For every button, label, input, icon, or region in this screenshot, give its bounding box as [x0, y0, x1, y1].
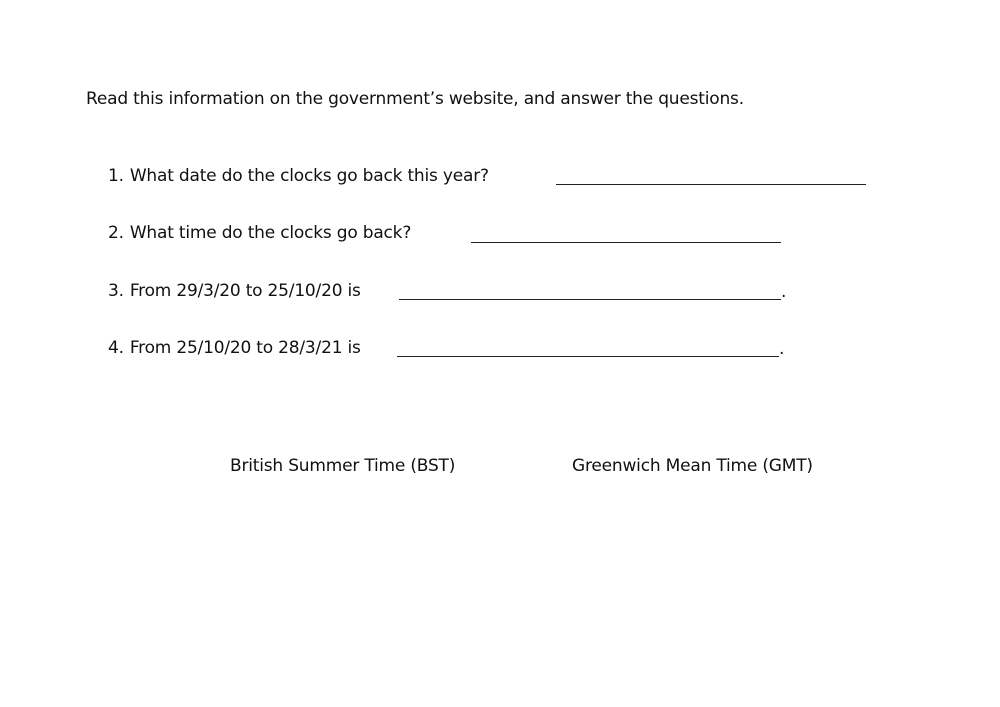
option-bst[interactable]: British Summer Time (BST): [230, 456, 456, 476]
question-3-period: .: [781, 282, 787, 302]
question-4-answer-line[interactable]: [397, 356, 779, 357]
question-1: [108, 166, 489, 186]
question-2-answer-line[interactable]: [471, 242, 781, 243]
question-1-text: What date do the clocks go back this year?: [129, 166, 489, 186]
question-3-text: From 29/3/20 to 25/10/20 is: [129, 281, 361, 301]
question-4: [108, 338, 361, 358]
instructions-text: Read this information on the government’s website, and answer the questions.: [86, 89, 744, 109]
question-3-answer-line[interactable]: [399, 299, 781, 300]
option-gmt[interactable]: Greenwich Mean Time (GMT): [572, 456, 813, 476]
question-3: [108, 281, 361, 301]
question-4-text: From 25/10/20 to 28/3/21 is: [129, 338, 361, 358]
question-1-number: 1.: [108, 166, 124, 186]
question-4-period: .: [779, 339, 785, 359]
question-2-text: What time do the clocks go back?: [129, 223, 412, 243]
question-3-number: 3.: [108, 281, 124, 301]
question-2: [108, 223, 411, 243]
question-1-answer-line[interactable]: [556, 184, 866, 185]
question-2-number: 2.: [108, 223, 124, 243]
question-4-number: 4.: [108, 338, 124, 358]
